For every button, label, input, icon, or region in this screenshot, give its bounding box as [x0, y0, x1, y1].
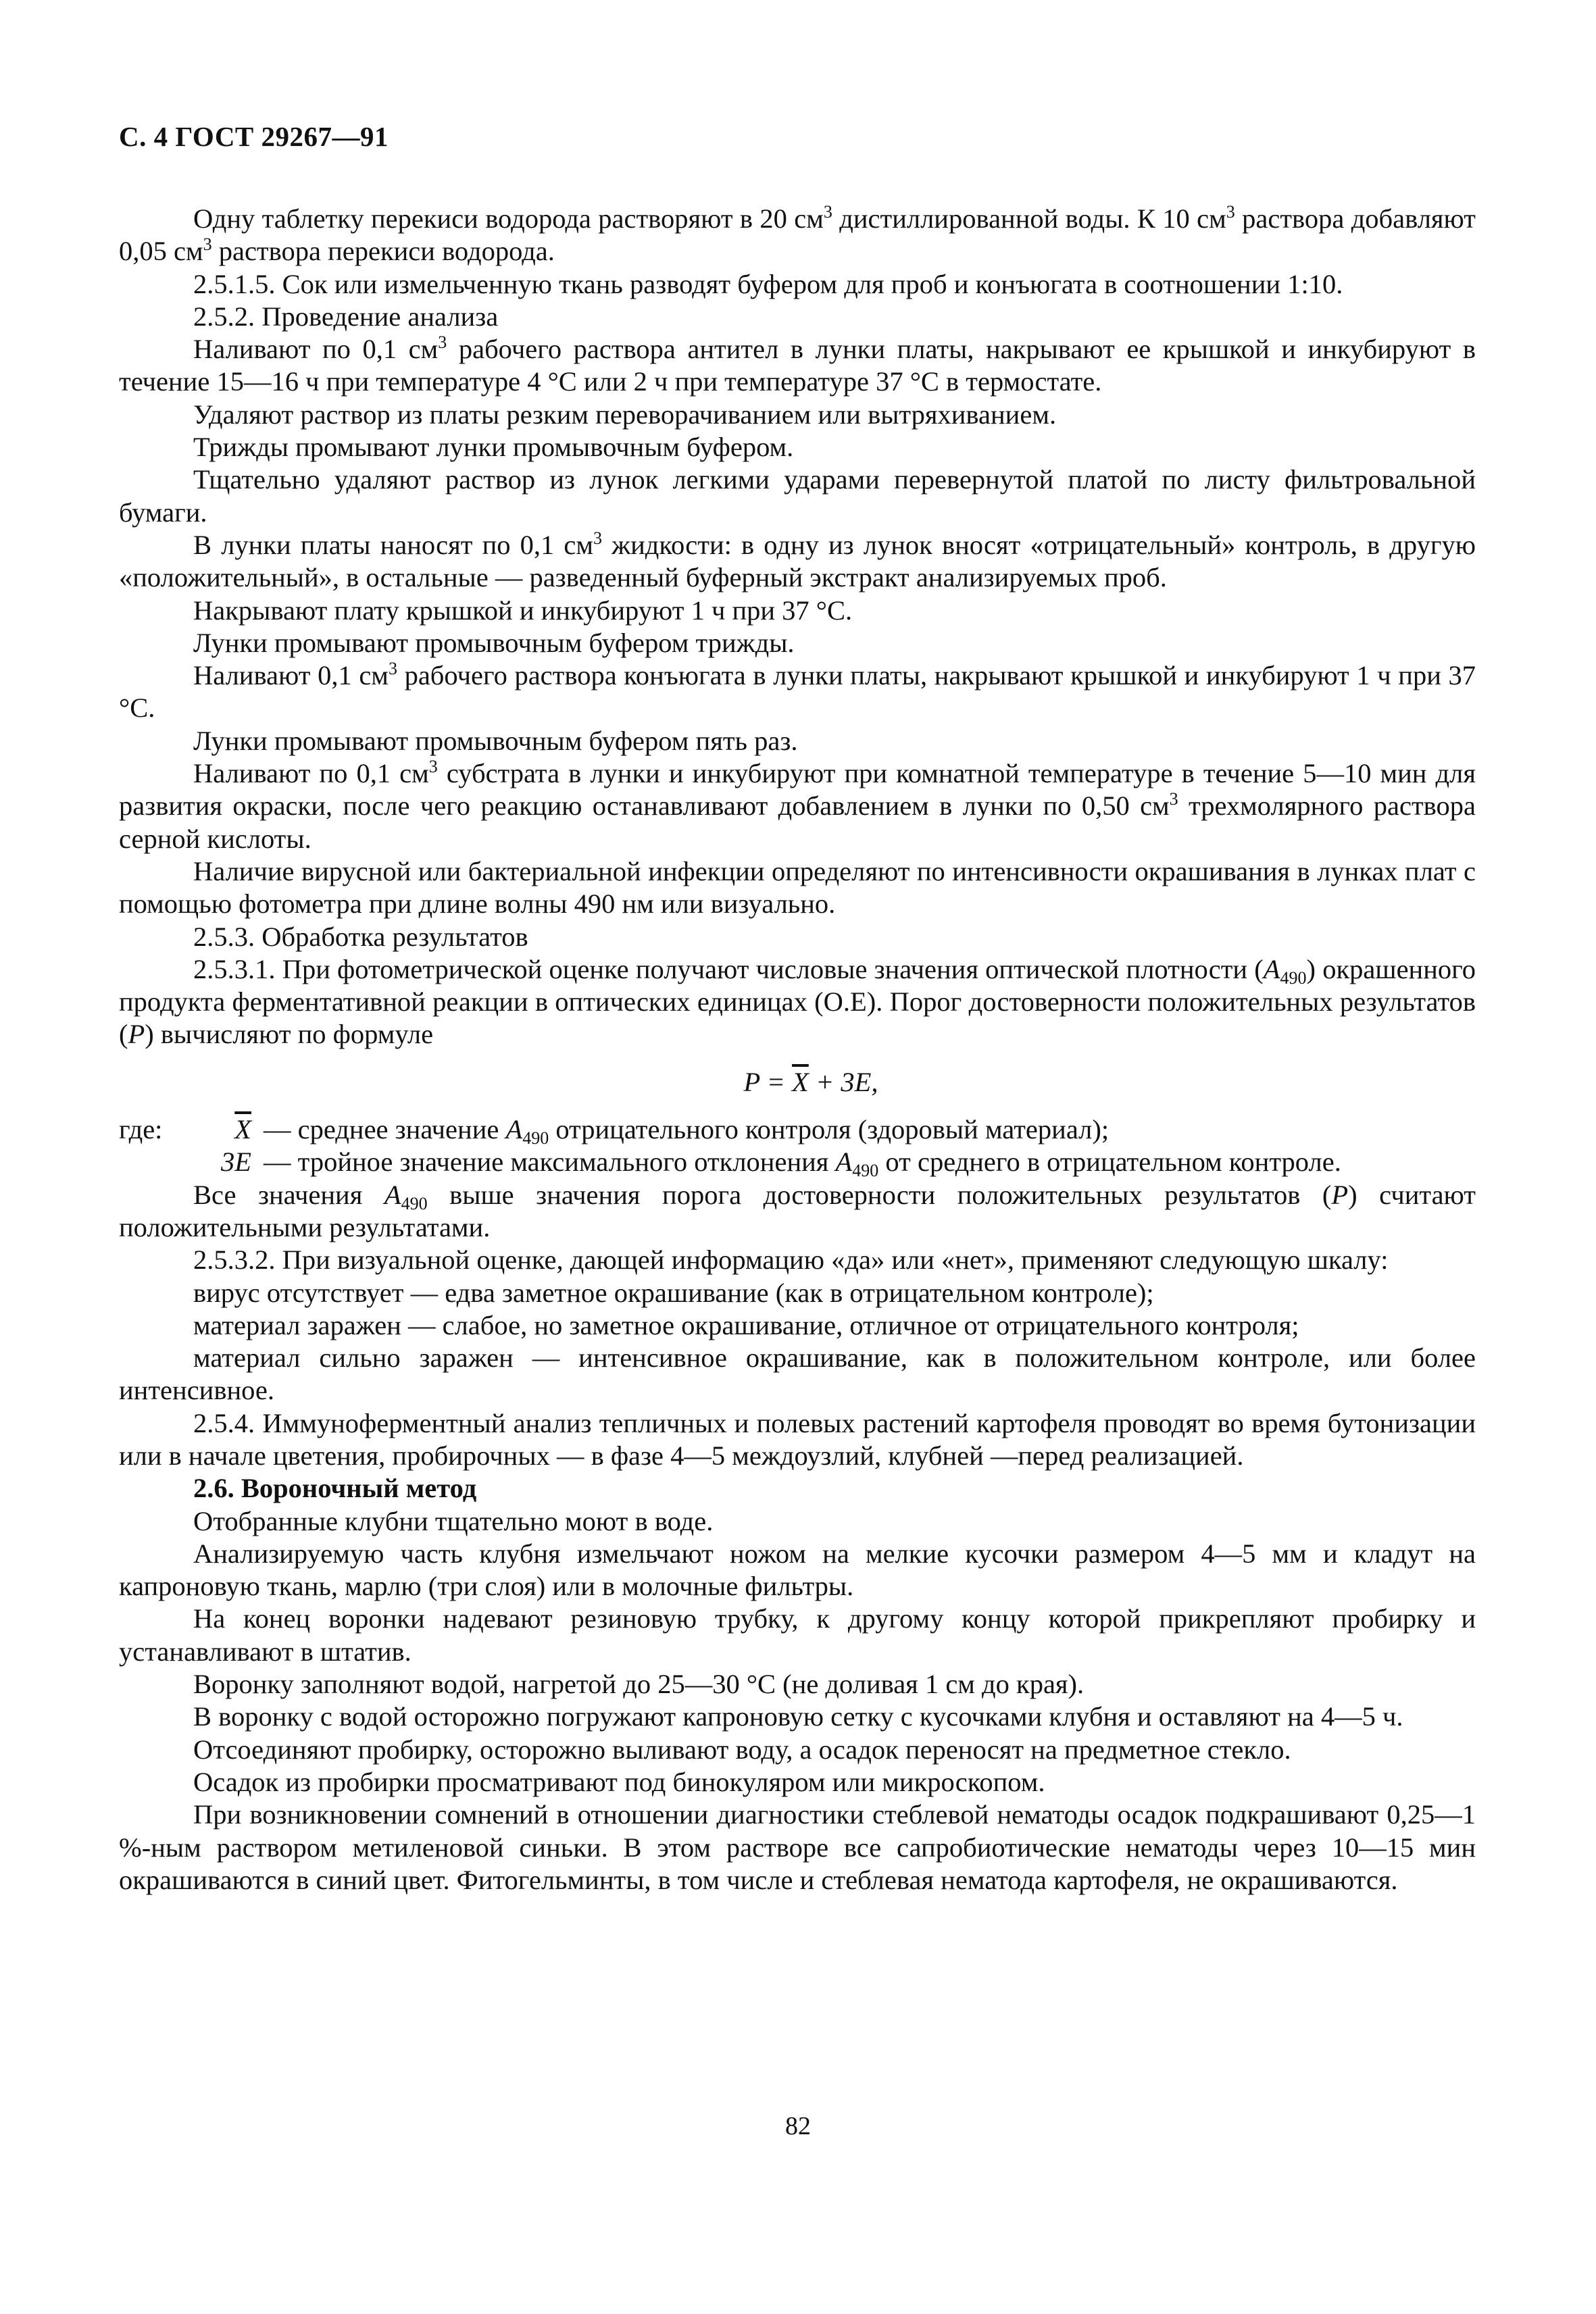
- document-body: [119, 203, 1476, 1896]
- paragraph: Накрывают плату крышкой и инкубируют 1 ч при 37 °С.: [193, 595, 853, 626]
- paragraph: Наливают 0,1 $см^3$ рабочего раствора конъюгата в лунки платы, накрывают крышкой и инкубируют 1 ч при 37 °С.: [119, 659, 1476, 724]
- paragraph: 2.5.3.2. При визуальной оценке, дающей информацию «да» или «нет», применяют следующую шкалу:: [193, 1244, 1389, 1276]
- formula-xbar: $\overline{X}$: [792, 1066, 809, 1097]
- paragraph: Наличие вирусной или бактериальной инфекции определяют по интенсивности окрашивания в лунках плат с помощью фотометра при длине волны 490 нм или визуально.: [119, 855, 1476, 920]
- list-item: вирус отсутствует — едва заметное окрашивание (как в отрицательном контроле);: [193, 1277, 1154, 1308]
- paragraph: 2.5.3.1. При фотометрической оценке получают числовые значения оптической плотности $(A_{490})$ окрашенного продукта ферментативной реакции в оптических единицах (О.Е). Порог достоверности положительных результатов (P) вычисляют по формуле: [119, 953, 1476, 1050]
- paragraph: Лунки промывают промывочным буфером трижды.: [193, 627, 795, 658]
- where-row-2: [119, 1146, 1476, 1181]
- paragraph: Осадок из пробирки просматривают под бинокуляром или микроскопом.: [193, 1766, 1045, 1797]
- paragraph: Воронку заполняют водой, нагретой до 25—30 °С (не доливая 1 см до края).: [193, 1669, 1084, 1700]
- where-label: где:: [119, 1114, 163, 1145]
- paragraph: Тщательно удаляют раствор из лунок легкими ударами перевернутой платой по листу фильтровальной бумаги.: [119, 464, 1476, 528]
- paragraph: Удаляют раствор из платы резким переворачиванием или вытряхиванием.: [193, 399, 1057, 430]
- formula-eq: =: [759, 1066, 793, 1097]
- list-item: материал заражен — слабое, но заметное окрашивание, отличное от отрицательного контроля;: [193, 1309, 1299, 1340]
- where-value-1: — среднее значение $A_{490}$ отрицательного контроля (здоровый материал);: [264, 1114, 1109, 1149]
- paragraph: 2.5.1.5. Сок или измельченную ткань разводят буфером для проб и конъюгата в соотношении 1:10.: [193, 268, 1343, 299]
- where-key-1: $\overline{X}$: [234, 1114, 251, 1145]
- paragraph: Лунки промывают промывочным буфером пять раз.: [193, 725, 798, 756]
- formula: [119, 1066, 1476, 1099]
- paragraph: В лунки платы наносят по 0,1 $см^3$ жидкости: в одну из лунок вносят «отрицательный» контроль, в другую «положительный», в остальные — разведенный буферный экстракт анализируемых проб.: [119, 528, 1476, 593]
- formula-rhs: + 3E,: [808, 1066, 878, 1097]
- section-heading: 2.5.3. Обработка результатов: [193, 921, 528, 952]
- section-heading: 2.5.2. Проведение анализа: [193, 301, 499, 332]
- page-header: С. 4 ГОСТ 29267—91: [119, 121, 389, 152]
- paragraph: Отобранные клубни тщательно моют в воде.: [193, 1505, 714, 1536]
- paragraph: Все значения $A_{490}$ выше значения порога достоверности положительных результатов (P) считают положительными результатами.: [119, 1179, 1476, 1242]
- paragraph: Одну таблетку перекиси водорода растворяют в 20 $см^3$ дистиллированной воды. К 10 $см^3$ раствора добавляют 0,05 $см^3$ раствора перекиси водорода.: [119, 202, 1476, 267]
- where-value-2: — тройное значение максимального отклонения $A_{490}$ от среднего в отрицательном контроле.: [264, 1147, 1341, 1181]
- formula-lhs: P: [743, 1066, 760, 1097]
- where-row-1: [119, 1113, 1476, 1149]
- list-item: материал сильно заражен — интенсивное окрашивание, как в положительном контроле, или более интенсивное.: [119, 1342, 1476, 1406]
- where-key-2: 3E: [221, 1147, 251, 1178]
- paragraph: Трижды промывают лунки промывочным буфером.: [193, 432, 794, 463]
- paragraph: Наливают по 0,1 $см^3$ рабочего раствора антител в лунки платы, накрывают ее крышкой и инкубируют в течение 15—16 ч при температуре 4 °С или 2 ч при температуре 37 °С в термостате.: [119, 332, 1476, 397]
- page-number: 82: [785, 2112, 811, 2140]
- section-heading-bold: 2.6. Вороночный метод: [193, 1473, 477, 1504]
- paragraph: Анализируемую часть клубня измельчают ножом на мелкие кусочки размером 4—5 мм и кладут на капроновую ткань, марлю (три слоя) или в молочные фильтры.: [119, 1538, 1476, 1602]
- paragraph: В воронку с водой осторожно погружают капроновую сетку с кусочками клубня и оставляют на 4—5 ч.: [193, 1701, 1403, 1732]
- paragraph: На конец воронки надевают резиновую трубку, к другому концу которой прикрепляют пробирку и устанавливают в штатив.: [119, 1603, 1476, 1667]
- paragraph: Отсоединяют пробирку, осторожно выливают воду, а осадок переносят на предметное стекло.: [193, 1734, 1291, 1765]
- paragraph: При возникновении сомнений в отношении диагностики стеблевой нематоды осадок подкрашивают 0,25—1 %-ным раствором метиленовой синьки. В этом растворе все сапробиотические нематоды через 10—15 мин окрашиваются в синий цвет. Фитогельминты, в том числе и стеблевая нематода картофеля, не окрашиваются.: [119, 1799, 1476, 1895]
- paragraph: 2.5.4. Иммуноферментный анализ тепличных и полевых растений картофеля проводят во время бутонизации или в начале цветения, пробирочных — в фазе 4—5 междоузлий, клубней —перед реализацией.: [119, 1407, 1476, 1471]
- paragraph: Наливают по 0,1 $см^3$ субстрата в лунки и инкубируют при комнатной температуре в течение 5—10 мин для развития окраски, после чего реакцию останавливают добавлением в лунки по 0,50 $см^3$ трехмолярного раствора серной кислоты.: [119, 757, 1476, 854]
